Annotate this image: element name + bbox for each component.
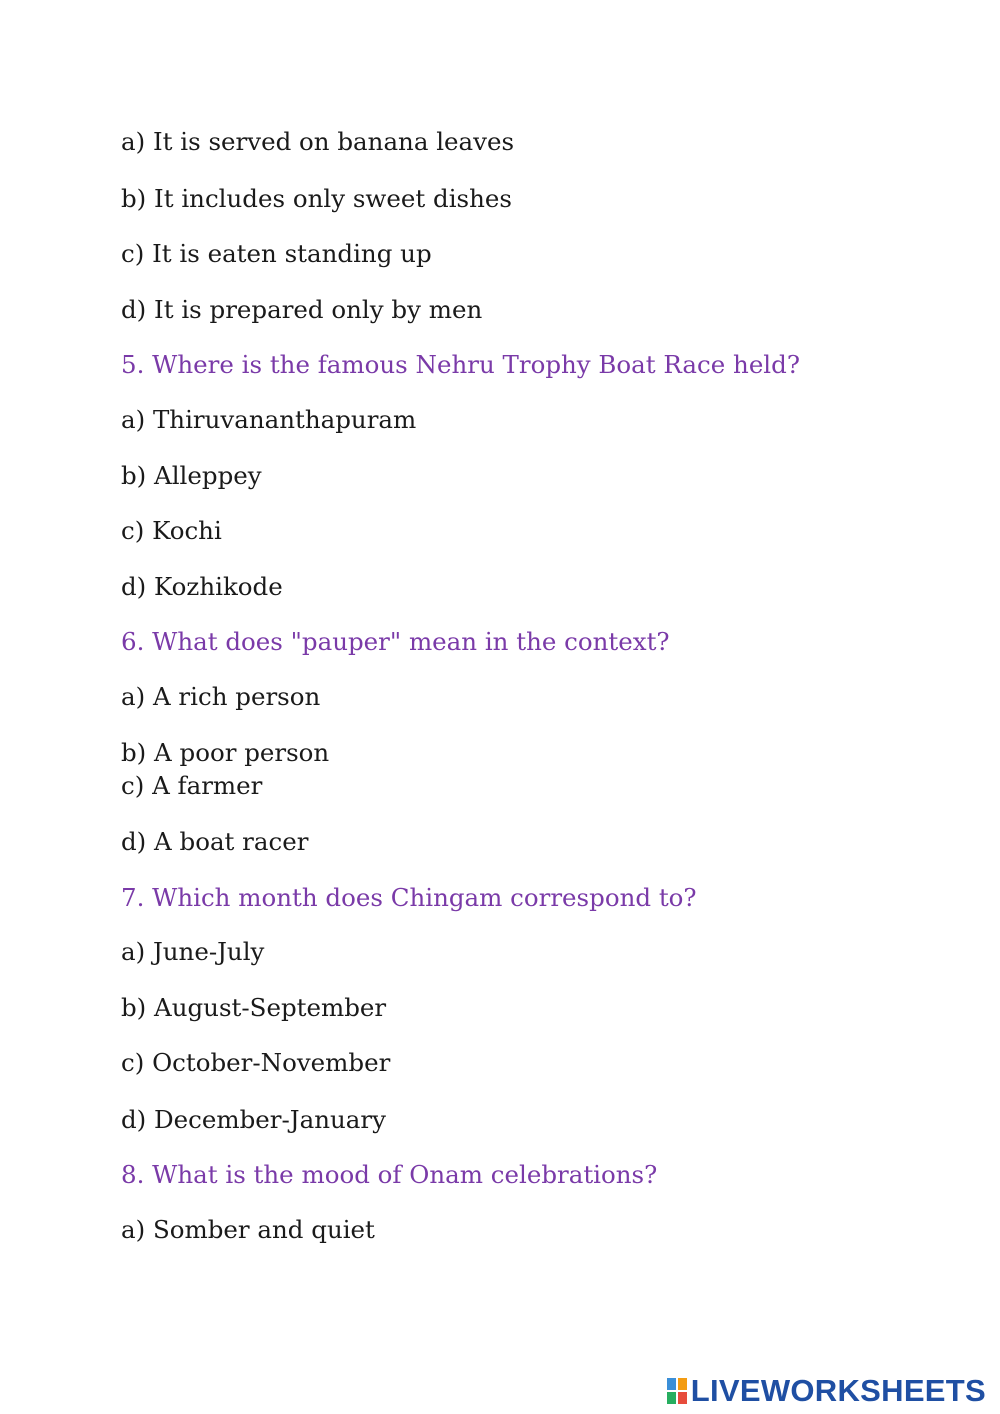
liveworksheets-brand (667, 1374, 986, 1408)
brand-name: LIVEWORKSHEETS (690, 1373, 986, 1408)
option-8a: a) Somber and quiet (121, 1215, 375, 1244)
option-4a: a) It is served on banana leaves (121, 127, 515, 156)
question-8: 8. What is the mood of Onam celebrations? (121, 1160, 658, 1189)
option-6c: c) A farmer (121, 771, 263, 800)
option-5c: c) Kochi (121, 516, 222, 545)
liveworksheets-logo-icon (667, 1378, 687, 1404)
option-4d: d) It is prepared only by men (121, 295, 483, 324)
question-5: 5. Where is the famous Nehru Trophy Boat Race held? (121, 350, 800, 379)
option-5b: b) Alleppey (121, 461, 262, 490)
option-7b: b) August-September (121, 993, 387, 1022)
option-7a: a) June-July (121, 937, 265, 966)
option-5d: d) Kozhikode (121, 572, 283, 601)
option-6d: d) A boat racer (121, 827, 309, 856)
question-6: 6. What does "pauper" mean in the context? (121, 627, 670, 656)
question-7: 7. Which month does Chingam correspond to? (121, 883, 697, 912)
option-7c: c) October-November (121, 1048, 391, 1077)
option-6b: b) A poor person (121, 738, 330, 767)
option-7d: d) December-January (121, 1105, 386, 1134)
option-4c: c) It is eaten standing up (121, 239, 432, 268)
option-4b: b) It includes only sweet dishes (121, 184, 512, 213)
option-6a: a) A rich person (121, 682, 321, 711)
option-5a: a) Thiruvananthapuram (121, 405, 417, 434)
